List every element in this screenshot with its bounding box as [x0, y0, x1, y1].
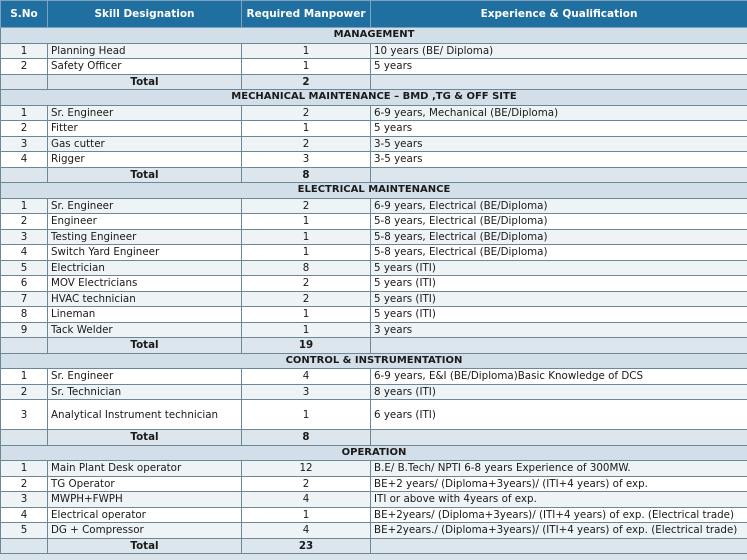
cell-experience-qualification: BE+2 years/ (Diploma+3years)/ (ITI+4 years) of exp. — [371, 476, 747, 492]
cell-required-manpower: 2 — [242, 105, 371, 121]
cell-required-manpower: 4 — [242, 369, 371, 385]
cell-skill-designation: Analytical Instrument technician — [48, 400, 242, 430]
cell-sno: 3 — [1, 492, 48, 508]
total-row — [1, 338, 747, 354]
total-row — [1, 167, 747, 183]
total-exp-empty — [371, 538, 747, 554]
total-label: Total — [48, 74, 242, 90]
total-label: Total — [48, 338, 242, 354]
cell-required-manpower: 2 — [242, 276, 371, 292]
cell-skill-designation: Safety Officer — [48, 59, 242, 75]
cell-skill-designation: Lineman — [48, 307, 242, 323]
cell-required-manpower: 2 — [242, 198, 371, 214]
cell-skill-designation: MOV Electricians — [48, 276, 242, 292]
cell-experience-qualification: 5 years (ITI) — [371, 291, 747, 307]
table-row — [1, 322, 747, 338]
cell-experience-qualification: 3-5 years — [371, 136, 747, 152]
total-exp-empty — [371, 74, 747, 90]
cell-experience-qualification: 6 years (ITI) — [371, 400, 747, 430]
cell-required-manpower: 1 — [242, 307, 371, 323]
cell-sno: 3 — [1, 136, 48, 152]
header-skill-designation: Skill Designation — [48, 1, 242, 28]
cell-skill-designation: Sr. Engineer — [48, 198, 242, 214]
cell-required-manpower: 2 — [242, 291, 371, 307]
total-row — [1, 538, 747, 554]
cell-required-manpower: 1 — [242, 43, 371, 59]
table-row — [1, 59, 747, 75]
cell-skill-designation: Gas cutter — [48, 136, 242, 152]
table-row — [1, 307, 747, 323]
cell-sno: 1 — [1, 198, 48, 214]
cell-experience-qualification: 5-8 years, Electrical (BE/Diploma) — [371, 214, 747, 230]
total-sno-empty — [1, 167, 48, 183]
cell-experience-qualification: 5-8 years, Electrical (BE/Diploma) — [371, 229, 747, 245]
cell-sno: 1 — [1, 105, 48, 121]
header-sno: S.No — [1, 1, 48, 28]
table-row — [1, 152, 747, 168]
cell-sno: 1 — [1, 461, 48, 477]
total-exp-empty — [371, 430, 747, 446]
table-row — [1, 492, 747, 508]
total-sno-empty — [1, 430, 48, 446]
cell-experience-qualification: BE+2years/ (Diploma+3years)/ (ITI+4 years) of exp. (Electrical trade) — [371, 507, 747, 523]
table-row — [1, 369, 747, 385]
cell-required-manpower: 1 — [242, 214, 371, 230]
cell-required-manpower: 12 — [242, 461, 371, 477]
cell-required-manpower: 4 — [242, 523, 371, 539]
table-row — [1, 43, 747, 59]
cell-experience-qualification: 5 years (ITI) — [371, 276, 747, 292]
table-row — [1, 476, 747, 492]
table-row — [1, 523, 747, 539]
cell-sno: 5 — [1, 260, 48, 276]
cell-sno: 2 — [1, 59, 48, 75]
total-row — [1, 74, 747, 90]
cell-skill-designation: Testing Engineer — [48, 229, 242, 245]
cell-sno: 4 — [1, 507, 48, 523]
cell-required-manpower: 8 — [242, 260, 371, 276]
section-title: ELECTRICAL MAINTENANCE — [1, 183, 747, 199]
cell-sno: 9 — [1, 322, 48, 338]
cell-experience-qualification: 6-9 years, E&I (BE/Diploma)Basic Knowledge of DCS — [371, 369, 747, 385]
cell-experience-qualification: 10 years (BE/ Diploma) — [371, 43, 747, 59]
table-row — [1, 400, 747, 430]
cell-skill-designation: Main Plant Desk operator — [48, 461, 242, 477]
table-row — [1, 507, 747, 523]
cell-skill-designation: Electrical operator — [48, 507, 242, 523]
table-row — [1, 136, 747, 152]
total-row — [1, 430, 747, 446]
cell-experience-qualification: 5 years (ITI) — [371, 307, 747, 323]
cell-skill-designation: Electrician — [48, 260, 242, 276]
table-row — [1, 198, 747, 214]
table-body — [1, 28, 747, 554]
total-value: 2 — [242, 74, 371, 90]
cell-required-manpower: 1 — [242, 121, 371, 137]
table-row — [1, 229, 747, 245]
cell-skill-designation: Sr. Engineer — [48, 369, 242, 385]
header-row — [1, 1, 747, 28]
cell-experience-qualification: B.E/ B.Tech/ NPTI 6-8 years Experience of 300MW. — [371, 461, 747, 477]
cell-skill-designation: DG + Compressor — [48, 523, 242, 539]
cell-experience-qualification: 5 years — [371, 59, 747, 75]
cell-skill-designation: Rigger — [48, 152, 242, 168]
cell-required-manpower: 1 — [242, 59, 371, 75]
cell-sno: 6 — [1, 276, 48, 292]
cell-experience-qualification: 8 years (ITI) — [371, 384, 747, 400]
total-value: 8 — [242, 430, 371, 446]
cell-required-manpower: 1 — [242, 400, 371, 430]
cell-required-manpower: 1 — [242, 229, 371, 245]
section-header — [1, 183, 747, 199]
section-title: CONTROL & INSTRUMENTATION — [1, 353, 747, 369]
cell-skill-designation: Planning Head — [48, 43, 242, 59]
cell-experience-qualification: BE+2years./ (Diploma+3years)/ (ITI+4 years) of exp. (Electrical trade) — [371, 523, 747, 539]
cell-experience-qualification: ITI or above with 4years of exp. — [371, 492, 747, 508]
cell-sno: 4 — [1, 245, 48, 261]
table-row — [1, 245, 747, 261]
cell-sno: 2 — [1, 476, 48, 492]
cell-skill-designation: Switch Yard Engineer — [48, 245, 242, 261]
cell-skill-designation: TG Operator — [48, 476, 242, 492]
section-header — [1, 445, 747, 461]
section-header — [1, 28, 747, 44]
cell-sno: 1 — [1, 369, 48, 385]
total-exp-empty — [371, 338, 747, 354]
total-value: 8 — [242, 167, 371, 183]
table-row — [1, 121, 747, 137]
cell-sno: 4 — [1, 152, 48, 168]
cell-skill-designation: MWPH+FWPH — [48, 492, 242, 508]
cell-sno: 7 — [1, 291, 48, 307]
cell-required-manpower: 3 — [242, 152, 371, 168]
cell-sno: 1 — [1, 43, 48, 59]
cell-experience-qualification: 5-8 years, Electrical (BE/Diploma) — [371, 245, 747, 261]
cell-experience-qualification: 5 years (ITI) — [371, 260, 747, 276]
cell-experience-qualification: 5 years — [371, 121, 747, 137]
cell-sno: 2 — [1, 214, 48, 230]
cell-sno: 2 — [1, 121, 48, 137]
cell-sno: 3 — [1, 400, 48, 430]
cell-sno: 5 — [1, 523, 48, 539]
cell-experience-qualification: 6-9 years, Electrical (BE/Diploma) — [371, 198, 747, 214]
cell-sno: 3 — [1, 229, 48, 245]
section-title: OPERATION — [1, 445, 747, 461]
cell-sno: 2 — [1, 384, 48, 400]
table-row — [1, 214, 747, 230]
section-title: MECHANICAL MAINTENANCE – BMD ,TG & OFF SITE — [1, 90, 747, 106]
total-exp-empty — [371, 167, 747, 183]
cell-required-manpower: 4 — [242, 492, 371, 508]
total-sno-empty — [1, 338, 48, 354]
cell-experience-qualification: 3-5 years — [371, 152, 747, 168]
total-label: Total — [48, 167, 242, 183]
cell-skill-designation: Fitter — [48, 121, 242, 137]
cell-skill-designation: HVAC technician — [48, 291, 242, 307]
cell-required-manpower: 1 — [242, 322, 371, 338]
cell-skill-designation: Engineer — [48, 214, 242, 230]
section-header — [1, 353, 747, 369]
table-row — [1, 384, 747, 400]
total-sno-empty — [1, 538, 48, 554]
table-row — [1, 276, 747, 292]
total-label: Total — [48, 538, 242, 554]
cell-experience-qualification: 6-9 years, Mechanical (BE/Diploma) — [371, 105, 747, 121]
table-row — [1, 260, 747, 276]
cell-skill-designation: Tack Welder — [48, 322, 242, 338]
cell-sno: 8 — [1, 307, 48, 323]
table-row — [1, 105, 747, 121]
total-value: 19 — [242, 338, 371, 354]
header-experience-qualification: Experience & Qualification — [371, 1, 747, 28]
table-row — [1, 291, 747, 307]
header-required-manpower: Required Manpower — [242, 1, 371, 28]
cell-required-manpower: 2 — [242, 136, 371, 152]
total-value: 23 — [242, 538, 371, 554]
section-title: MANAGEMENT — [1, 28, 747, 44]
cell-skill-designation: Sr. Technician — [48, 384, 242, 400]
table-row — [1, 461, 747, 477]
cell-required-manpower: 2 — [242, 476, 371, 492]
section-header — [1, 90, 747, 106]
cell-skill-designation: Sr. Engineer — [48, 105, 242, 121]
total-label: Total — [48, 430, 242, 446]
cell-experience-qualification: 3 years — [371, 322, 747, 338]
cell-required-manpower: 1 — [242, 507, 371, 523]
cell-required-manpower: 3 — [242, 384, 371, 400]
cell-required-manpower: 1 — [242, 245, 371, 261]
total-sno-empty — [1, 74, 48, 90]
